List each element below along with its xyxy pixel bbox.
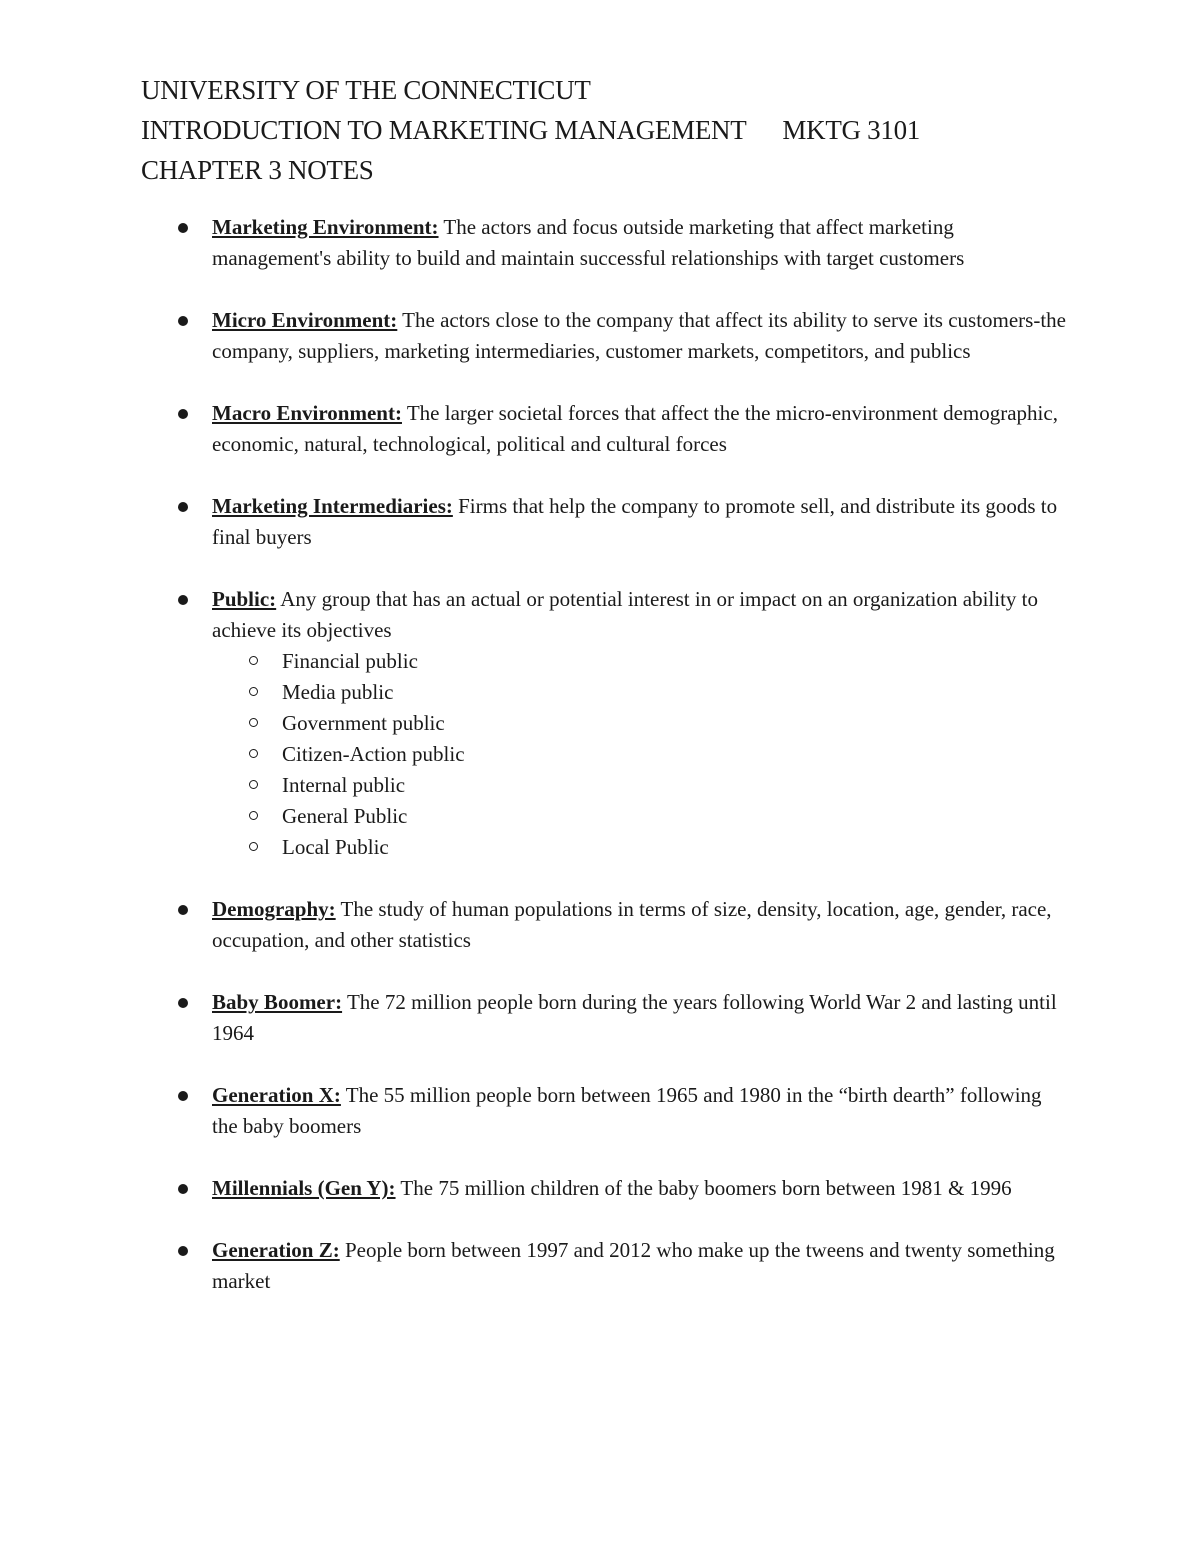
note-item: [0, 894, 1200, 956]
sublist-item: [0, 708, 1070, 739]
note-term: Baby Boomer:: [212, 990, 343, 1014]
note-term: Generation Z:: [212, 1238, 340, 1262]
note-term: Generation X:: [212, 1083, 341, 1107]
sublist-item-label: Citizen-Action public: [282, 742, 465, 766]
sublist-item: [0, 646, 1070, 677]
note-item: [0, 584, 1200, 863]
sublist-item-label: Local Public: [282, 835, 389, 859]
sublist-item-label: General Public: [282, 804, 408, 828]
note-definition: People born between 1997 and 2012 who make up the tweens and twenty something market: [212, 1238, 1055, 1293]
note-item: [0, 1235, 1200, 1297]
bullet-icon: [178, 1246, 188, 1256]
note-item: [0, 1080, 1200, 1142]
notes-list: [0, 212, 1200, 1328]
bullet-icon: [178, 905, 188, 915]
note-definition: The 72 million people born during the years following World War 2 and lasting until 1964: [212, 990, 1057, 1045]
sublist-item: [0, 739, 1070, 770]
note-term: Demography:: [212, 897, 336, 921]
public-types-list: [212, 646, 1070, 863]
note-definition: Any group that has an actual or potential interest in or impact on an organization ability to achieve its objectives: [212, 587, 1039, 642]
note-definition: Firms that help the company to promote sell, and distribute its goods to final buyers: [212, 494, 1058, 549]
note-item: [0, 1173, 1200, 1204]
university-name: UNIVERSITY OF THE CONNECTICUT: [141, 75, 591, 105]
note-item: [0, 987, 1200, 1049]
bullet-icon: [178, 1184, 188, 1194]
chapter-title: CHAPTER 3 NOTES: [141, 155, 374, 185]
sublist-item-label: Financial public: [282, 649, 418, 673]
note-definition: The actors close to the company that affect its ability to serve its customers-the company, suppliers, marketing intermediaries, customer markets, competitors, and publics: [212, 308, 1066, 363]
bullet-icon: [178, 316, 188, 326]
bullet-icon: [178, 998, 188, 1008]
note-definition: The larger societal forces that affect the the micro-environment demographic, economic, natural, technological, political and cultural forces: [212, 401, 1058, 456]
circle-bullet-icon: [249, 811, 258, 820]
bullet-icon: [178, 409, 188, 419]
course-code: MKTG 3101: [782, 115, 920, 145]
note-term: Marketing Intermediaries:: [212, 494, 453, 518]
sublist-item: [0, 801, 1070, 832]
circle-bullet-icon: [249, 656, 258, 665]
course-title: INTRODUCTION TO MARKETING MANAGEMENT: [141, 115, 747, 145]
circle-bullet-icon: [249, 842, 258, 851]
note-definition: The 55 million people born between 1965 and 1980 in the “birth dearth” following the baby boomers: [212, 1083, 1042, 1138]
bullet-icon: [178, 1091, 188, 1101]
note-definition: The 75 million children of the baby boomers born between 1981 & 1996: [400, 1176, 1012, 1200]
sublist-item-label: Media public: [282, 680, 394, 704]
bullet-icon: [178, 595, 188, 605]
sublist-item-label: Government public: [282, 711, 445, 735]
note-term: Public:: [212, 587, 277, 611]
sublist-item: [0, 677, 1070, 708]
circle-bullet-icon: [249, 749, 258, 758]
note-term: Marketing Environment:: [212, 215, 439, 239]
sublist-item-label: Internal public: [282, 773, 406, 797]
note-item: [0, 305, 1200, 367]
note-term: Micro Environment:: [212, 308, 398, 332]
document-header: [141, 70, 920, 190]
circle-bullet-icon: [249, 780, 258, 789]
circle-bullet-icon: [249, 718, 258, 727]
note-term: Macro Environment:: [212, 401, 402, 425]
bullet-icon: [178, 502, 188, 512]
note-item: [0, 212, 1200, 274]
note-item: [0, 398, 1200, 460]
bullet-icon: [178, 223, 188, 233]
course-line: [141, 110, 920, 150]
note-definition: The study of human populations in terms of size, density, location, age, gender, race, occupation, and other statistics: [212, 897, 1052, 952]
circle-bullet-icon: [249, 687, 258, 696]
sublist-item: [0, 832, 1070, 863]
note-term: Millennials (Gen Y):: [212, 1176, 396, 1200]
note-definition: The actors and focus outside marketing that affect marketing management's ability to build and maintain successful relationships with target customers: [212, 215, 965, 270]
note-item: [0, 491, 1200, 553]
sublist-item: [0, 770, 1070, 801]
